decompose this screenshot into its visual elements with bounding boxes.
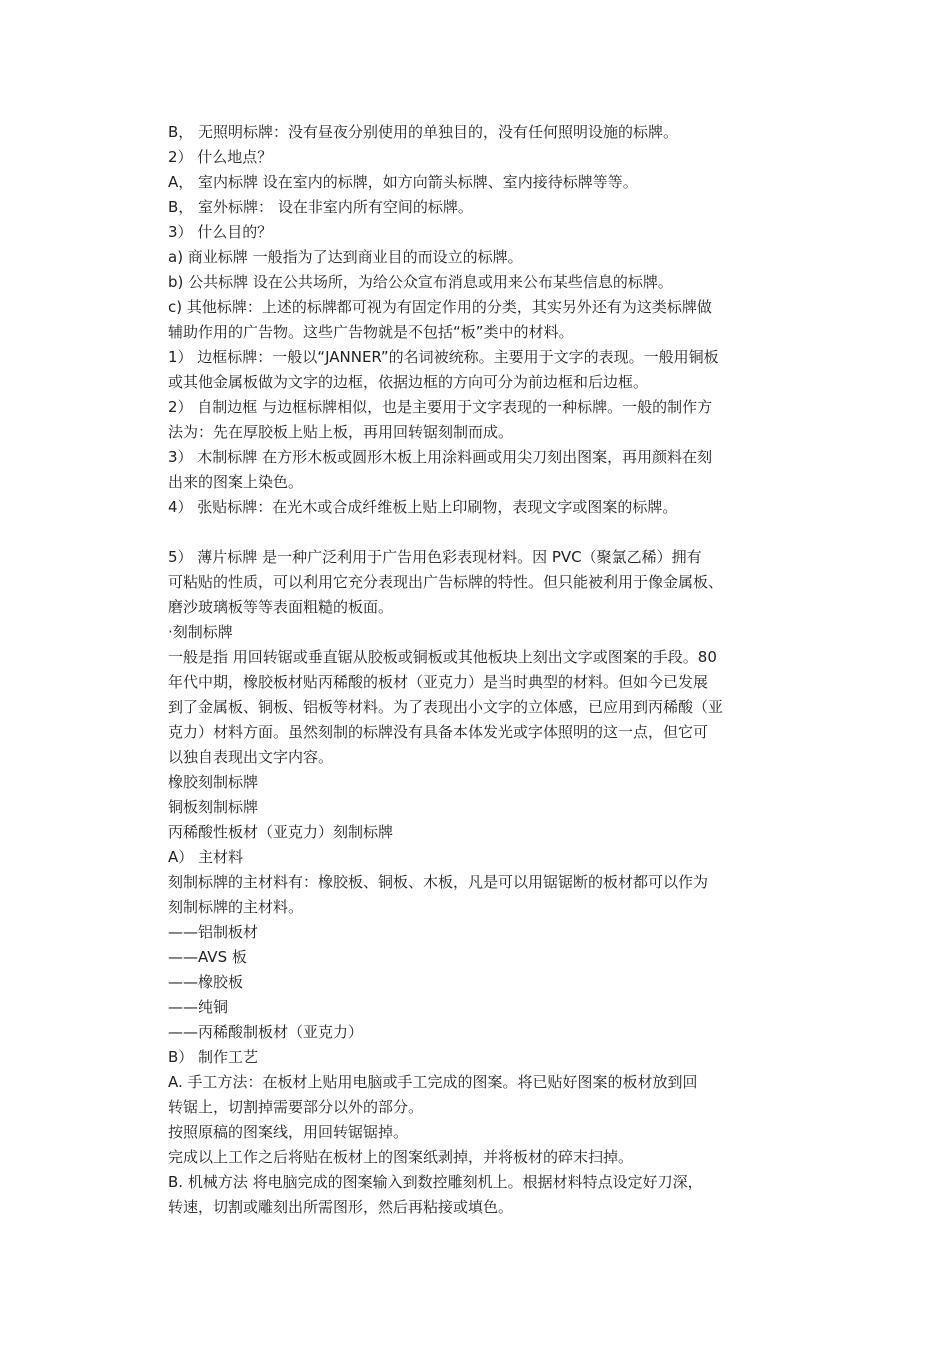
text-line: 到了金属板、铜板、铝板等材料。为了表现出小文字的立体感，已应用到丙稀酸（亚 [168,698,724,716]
text-line: B） 制作工艺 [168,1048,259,1066]
text-line: 转速，切割或雕刻出所需图形，然后再粘接或填色。 [168,1198,514,1216]
text-line: 出来的图案上染色。 [168,473,304,491]
list-item: ——AVS 板 [168,948,247,966]
text-line: B. 机械方法 将电脑完成的图案输入到数控雕刻机上。根据材料特点设定好刀深， [168,1173,703,1191]
text-line: 完成以上工作之后将贴在板材上的图案纸剥掉，并将板材的碎末扫掉。 [168,1148,634,1166]
paragraph-gap [168,520,778,545]
text-line: b) 公共标牌 设在公共场所，为给公众宣布消息或用来公布某些信息的标牌。 [168,273,673,291]
text-line: B， 无照明标牌：没有昼夜分别使用的单独目的，没有任何照明设施的标牌。 [168,123,679,141]
text-line: A， 室内标牌 设在室内的标牌，如方向箭头标牌、室内接待标牌等等。 [168,173,638,191]
text-line: a) 商业标牌 一般指为了达到商业目的而设立的标牌。 [168,248,523,266]
text-line: 年代中期，橡胶板材贴丙稀酸的板材（亚克力）是当时典型的材料。但如今已发展 [168,673,709,691]
list-item: ——丙稀酸制板材（亚克力） [168,1023,364,1041]
text-line: 3） 木制标牌 在方形木板或圆形木板上用涂料画或用尖刀刻出图案，再用颜料在刻 [168,448,713,466]
text-line: 橡胶刻制标牌 [168,773,259,791]
text-line: 刻制标牌的主材料。 [168,898,304,916]
text-line: 一般是指 用回转锯或垂直锯从胶板或铜板或其他板块上刻出文字或图案的手段。80 [168,648,717,666]
text-line: 转锯上，切割掉需要部分以外的部分。 [168,1098,424,1116]
text-line: 2） 什么地点？ [168,148,273,166]
text-line: 法为：先在厚胶板上贴上板，再用回转锯刻制而成。 [168,423,514,441]
text-line: B， 室外标牌： 设在非室内所有空间的标牌。 [168,198,473,216]
text-line: 2） 自制边框 与边框标牌相似，也是主要用于文字表现的一种标牌。一般的制作方 [168,398,713,416]
document-body [168,120,778,1220]
text-line: 铜板刻制标牌 [168,798,259,816]
text-line: 按照原稿的图案线，用回转锯锯掉。 [168,1123,409,1141]
text-line: 丙稀酸性板材（亚克力）刻制标牌 [168,823,394,841]
text-line: 5） 薄片标牌 是一种广泛利用于广告用色彩表现材料。因 PVC（聚氯乙稀）拥有 [168,548,702,566]
text-line: 克力）材料方面。虽然刻制的标牌没有具备本体发光或字体照明的这一点，但它可 [168,723,709,741]
text-line: 以独自表现出文字内容。 [168,748,334,766]
text-line: 辅助作用的广告物。这些广告物就是不包括“板”类中的材料。 [168,323,574,341]
text-line: 3） 什么目的？ [168,223,273,241]
text-line: 4） 张贴标牌：在光木或合成纤维板上贴上印刷物，表现文字或图案的标牌。 [168,498,678,516]
text-line: 磨沙玻璃板等等表面粗糙的板面。 [168,598,394,616]
section-heading: ·刻制标牌 [168,623,233,641]
list-item: ——纯铜 [168,998,229,1016]
text-line: A. 手工方法：在板材上贴用电脑或手工完成的图案。将已贴好图案的板材放到回 [168,1073,698,1091]
list-item: ——橡胶板 [168,973,244,991]
text-line: 可粘贴的性质，可以利用它充分表现出广告标牌的特性。但只能被利用于像金属板、 [168,573,724,591]
text-line: A） 主材料 [168,848,244,866]
text-line: 1） 边框标牌：一般以“JANNER”的名词被统称。主要用于文字的表现。一般用铜板 [168,348,719,366]
text-line: 刻制标牌的主材料有：橡胶板、铜板、木板，凡是可以用锯锯断的板材都可以作为 [168,873,709,891]
text-line: 或其他金属板做为文字的边框，依据边框的方向可分为前边框和后边框。 [168,373,649,391]
text-line: c) 其他标牌：上述的标牌都可视为有固定作用的分类，其实另外还有为这类标牌做 [168,298,712,316]
list-item: ——铝制板材 [168,923,259,941]
